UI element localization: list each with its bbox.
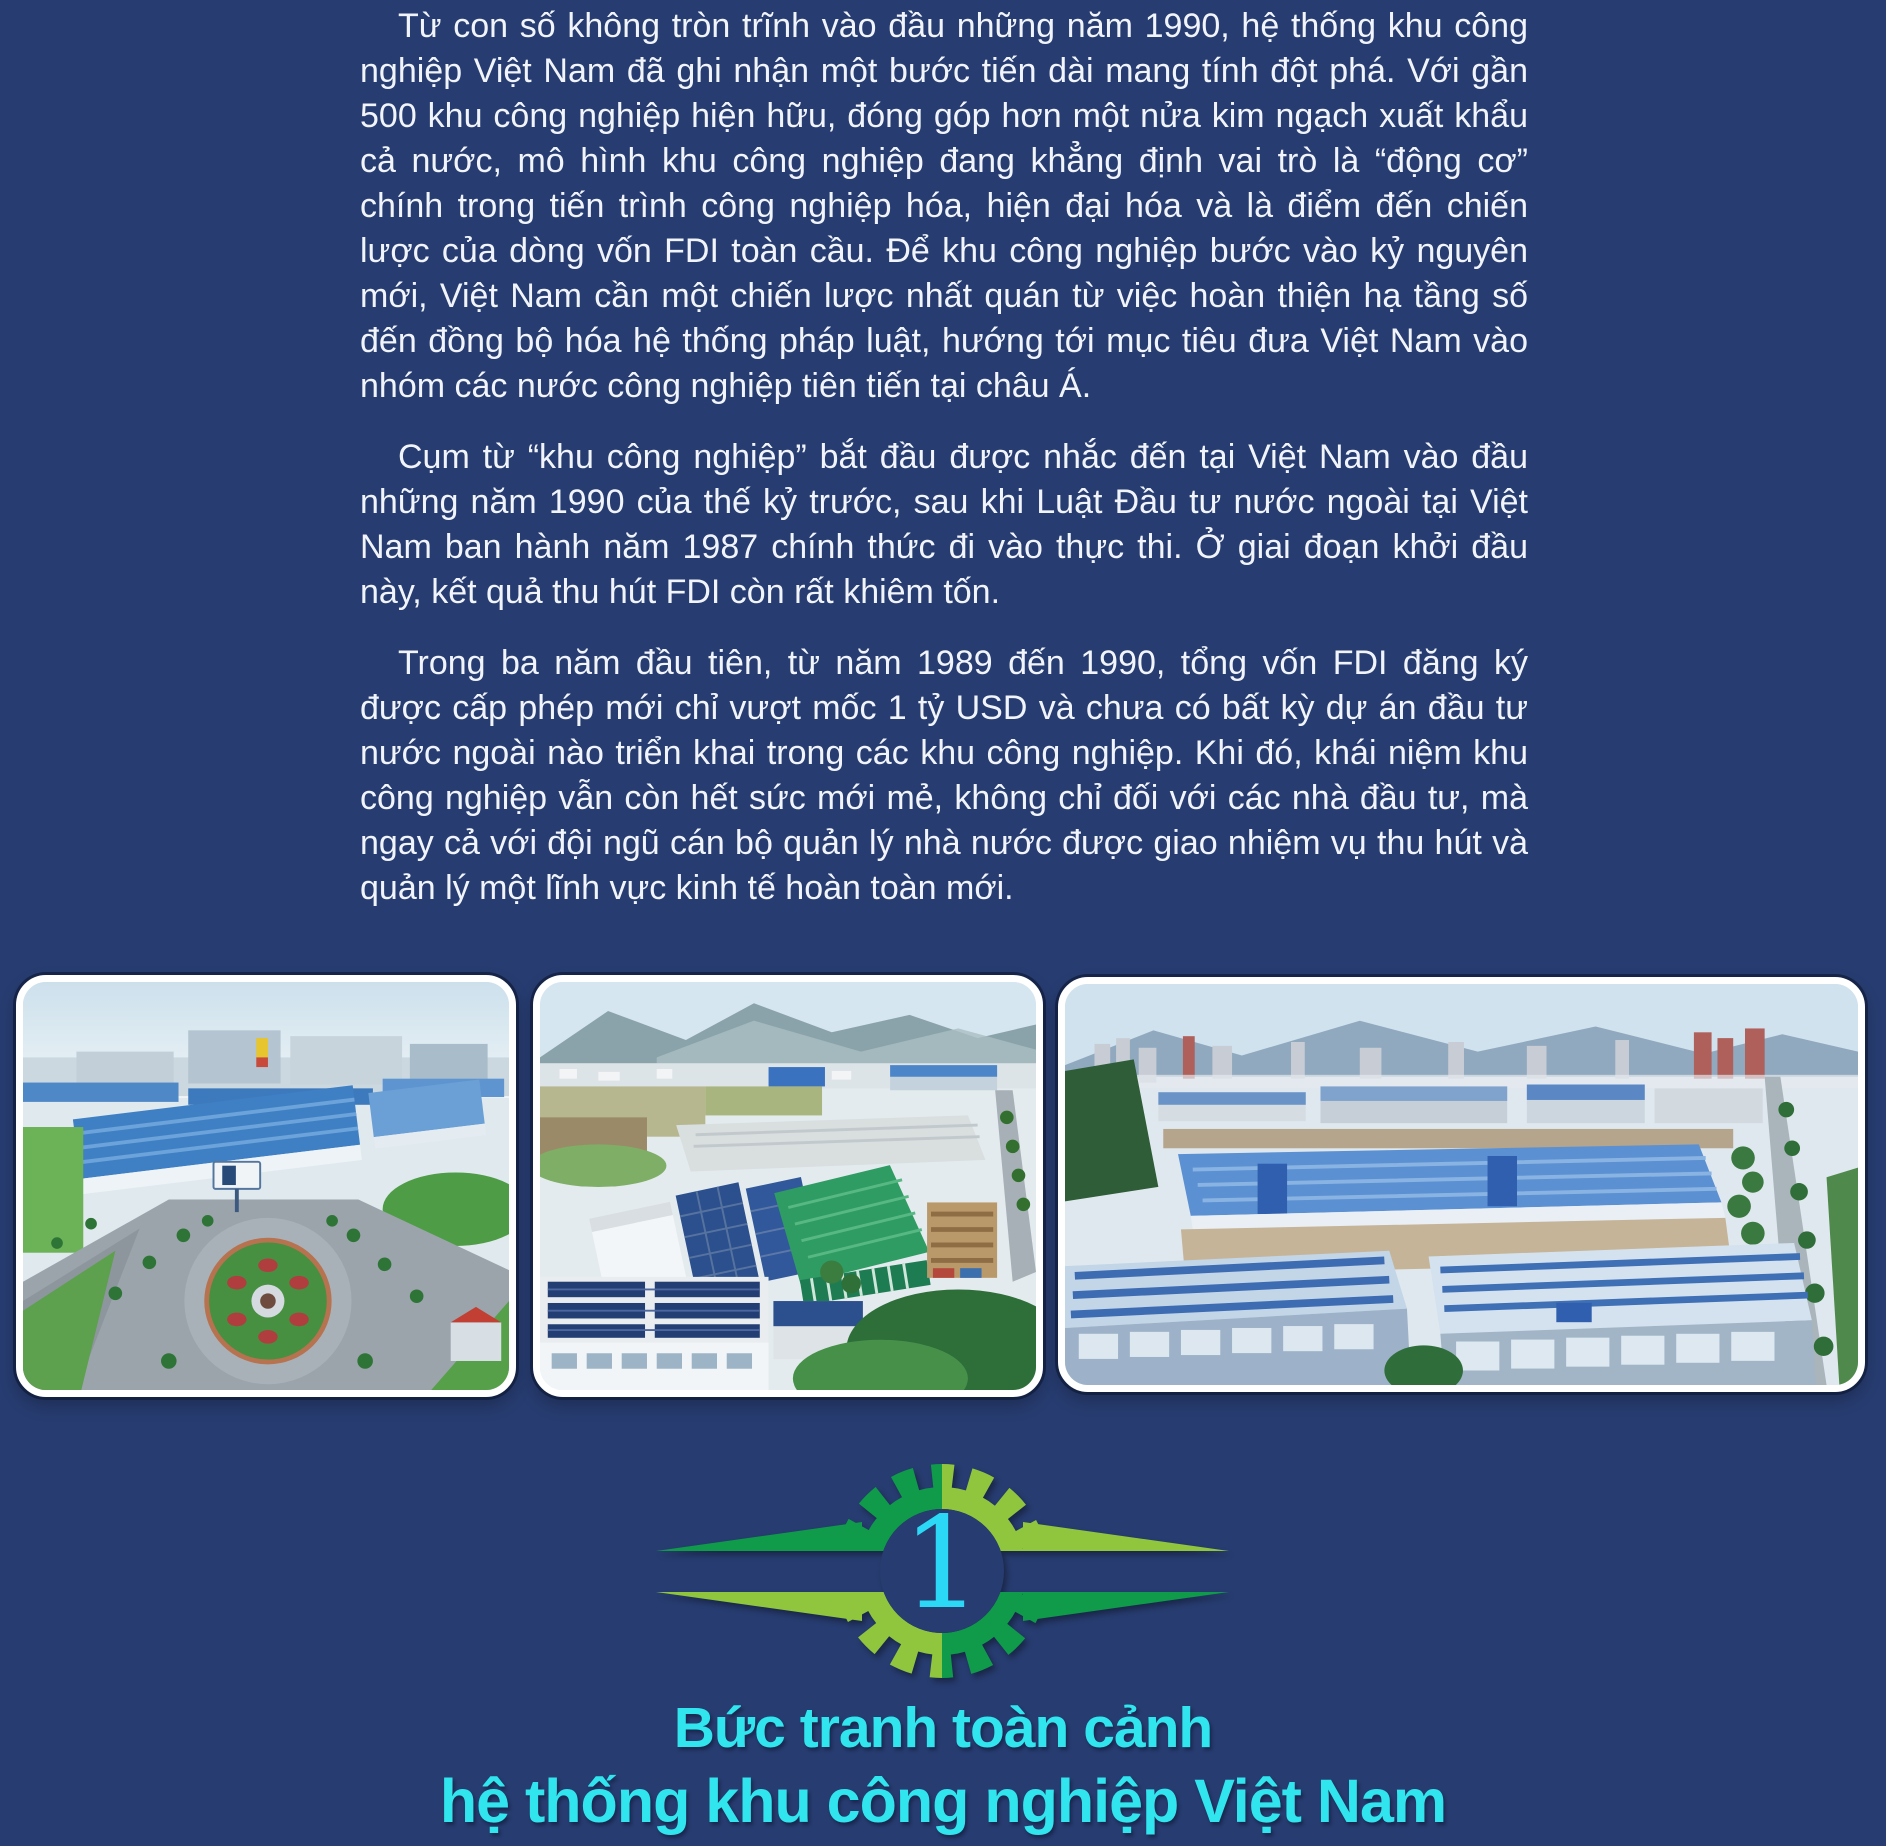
section-heading-line2: hệ thống khu công nghiệp Việt Nam [439,1767,1447,1835]
wing-top-right [1023,1522,1229,1551]
section-heading [0,1692,1886,1838]
wing-top-left [656,1522,862,1551]
photo-industrial-park-roundabout [16,975,516,1397]
chapter-divider [650,1455,1235,1687]
gear-icon [650,1455,1235,1687]
paragraph-early-fdi: Trong ba năm đầu tiên, từ năm 1989 đến 1990, tổng vốn FDI đăng ký được cấp phép mới chỉ vượt mốc 1 tỷ USD và chưa có bất kỳ dự án đầu tư nước ngoài nào triển khai trong các khu công nghiệp. Khi đó, khái niệm khu công nghiệp vẫn còn hết sức mới mẻ, không chỉ đối với các nhà đầu tư, mà ngay cả với đội ngũ cán bộ quản lý nhà nước được giao nhiệm vụ thu hút và quản lý một lĩnh vực kinh tế hoàn toàn mới. [360,644,1528,907]
photo-solar-panel-factories [533,975,1043,1397]
paragraph-history: Cụm từ “khu công nghiệp” bắt đầu được nhắc đến tại Việt Nam vào đầu những năm 1990 của thế kỷ trước, sau khi Luật Đầu tư nước ngoài tại Việt Nam ban hành năm 1987 chính thức đi vào thực thi. Ở giai đoạn khởi đầu này, kết quả thu hút FDI còn rất khiêm tốn. [360,438,1528,611]
paragraph-intro: Từ con số không tròn trĩnh vào đầu những năm 1990, hệ thống khu công nghiệp Việt Nam đã ghi nhận một bước tiến dài mang tính đột phá. Với gần 500 khu công nghiệp hiện hữu, đóng góp hơn một nửa kim ngạch xuất khẩu cả nước, mô hình khu công nghiệp đang khẳng định vai trò là “động cơ” chính trong tiến trình công nghiệp hóa, hiện đại hóa và là điểm đến chiến lược của dòng vốn FDI toàn cầu. Để khu công nghiệp bước vào kỷ nguyên mới, Việt Nam cần một chiến lược nhất quán từ việc hoàn thiện hạ tầng số đến đồng bộ hóa hệ thống pháp luật, hướng tới mục tiêu đưa Việt Nam vào nhóm các nước công nghiệp tiên tiến tại châu Á. [360,7,1528,405]
chapter-number: 1 [901,1490,983,1637]
aerial-roundabout-image [23,982,509,1390]
photo-blue-roof-factory-complex [1058,977,1865,1392]
aerial-factory-city-image [1065,984,1858,1385]
article-body [360,4,1528,911]
wing-bottom-left [656,1592,862,1621]
wing-bottom-right [1023,1592,1229,1621]
aerial-solar-factories-image [540,982,1036,1390]
section-heading-line1: Bức tranh toàn cảnh [673,1696,1213,1760]
